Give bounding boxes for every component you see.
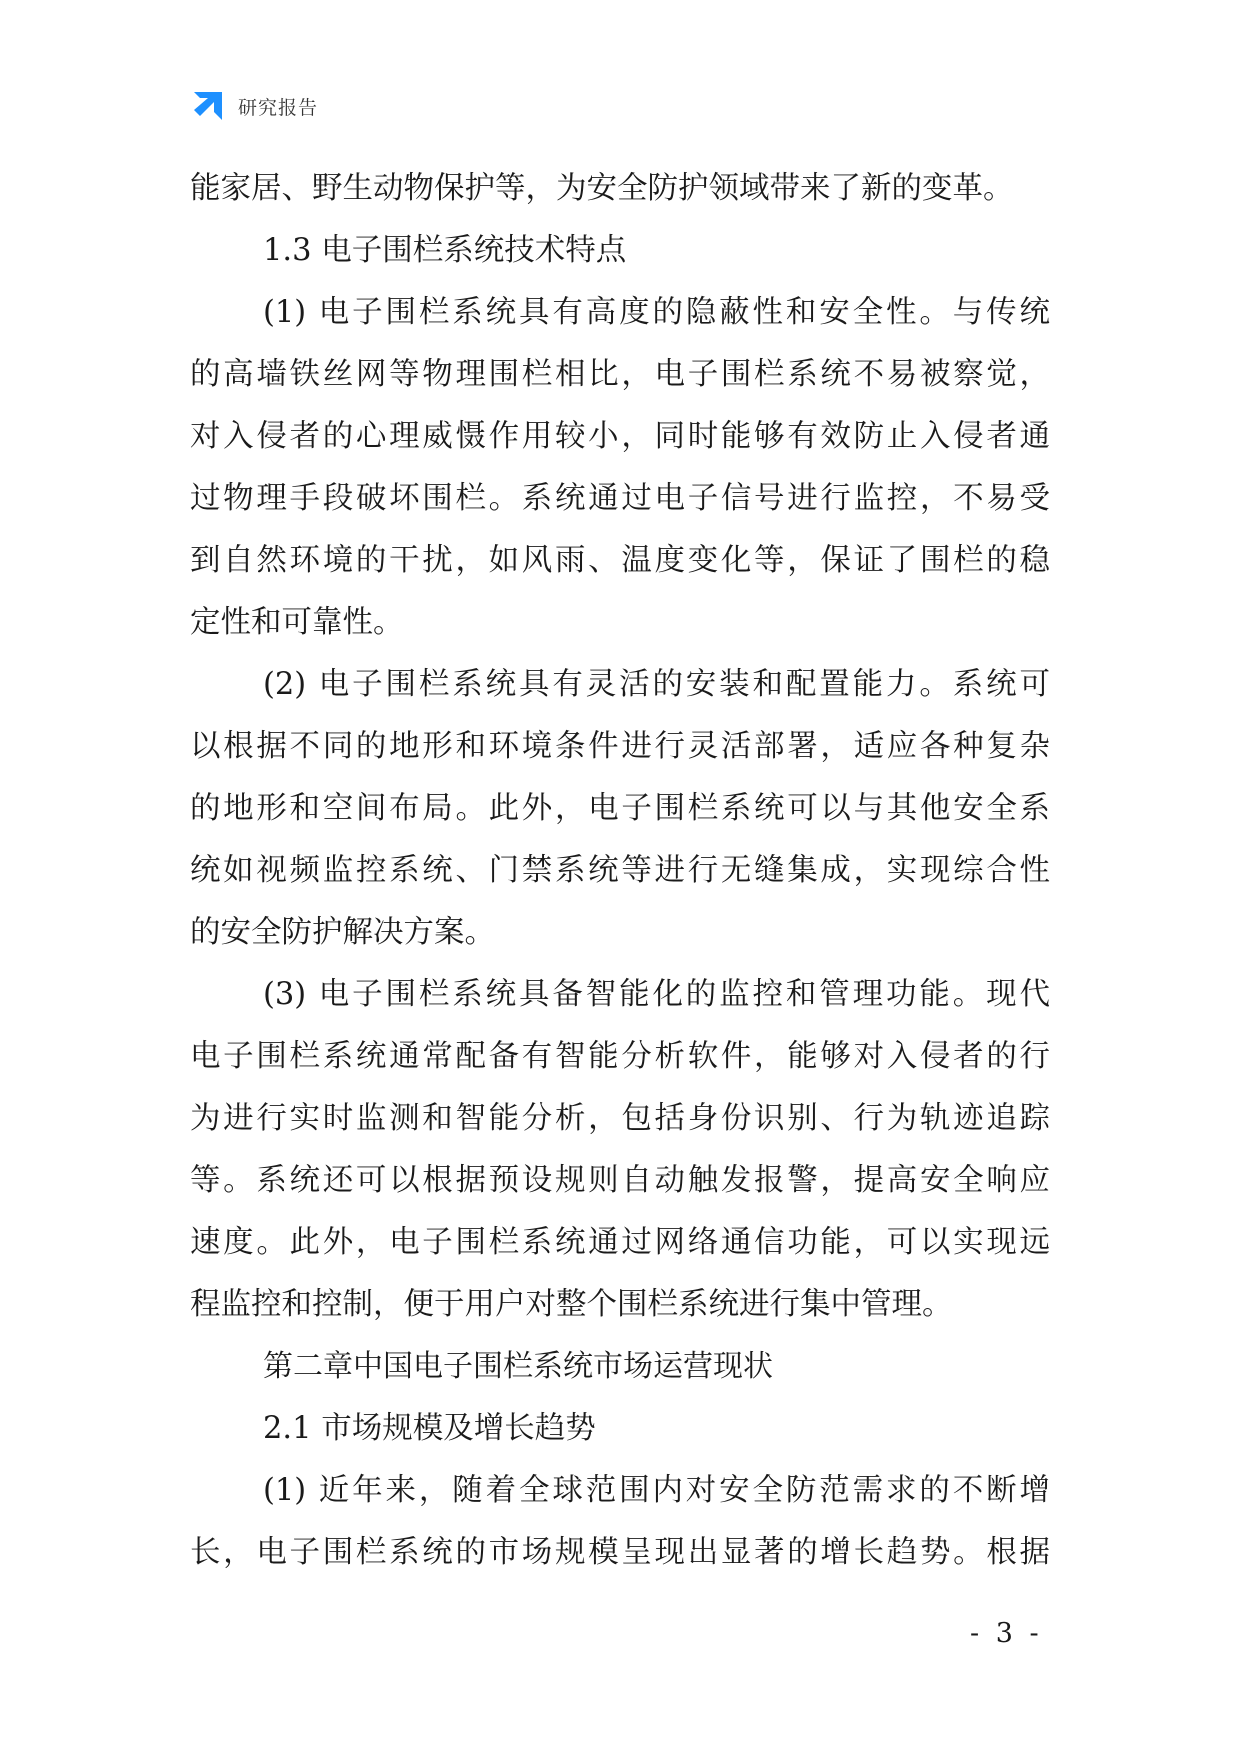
- body-line: 等。系统还可以根据预设规则自动触发报警，提高安全响应: [190, 1163, 1050, 1198]
- body-line: 电子围栏系统通常配备有智能分析软件，能够对入侵者的行: [190, 1039, 1050, 1074]
- header-title: 研究报告: [238, 96, 319, 119]
- body-line: (1) 近年来，随着全球范围内对安全防范需求的不断增: [263, 1473, 1050, 1508]
- body-line: (3) 电子围栏系统具备智能化的监控和管理功能。现代: [263, 977, 1050, 1012]
- body-line: (2) 电子围栏系统具有灵活的安装和配置能力。系统可: [263, 667, 1050, 702]
- body-line: 以根据不同的地形和环境条件进行灵活部署，适应各种复杂: [190, 729, 1050, 764]
- chapter-heading: 第二章中国电子围栏系统市场运营现状: [263, 1349, 773, 1384]
- body-line: 对入侵者的心理威慑作用较小，同时能够有效防止入侵者通: [190, 419, 1050, 454]
- arrow-logo-icon: [190, 90, 224, 122]
- body-line: 长，电子围栏系统的市场规模呈现出显著的增长趋势。根据: [190, 1535, 1050, 1570]
- body-line: 的地形和空间布局。此外，电子围栏系统可以与其他安全系: [190, 791, 1050, 826]
- body-line: 速度。此外，电子围栏系统通过网络通信功能，可以实现远: [190, 1225, 1050, 1260]
- body-line: 程监控和控制，便于用户对整个围栏系统进行集中管理。: [190, 1287, 953, 1322]
- section-heading: 2.1 市场规模及增长趋势: [263, 1411, 596, 1446]
- body-line: 过物理手段破坏围栏。系统通过电子信号进行监控，不易受: [190, 481, 1050, 516]
- body-line: 定性和可靠性。: [190, 605, 404, 640]
- section-heading: 1.3 电子围栏系统技术特点: [263, 233, 627, 268]
- body-line: 的高墙铁丝网等物理围栏相比，电子围栏系统不易被察觉，: [190, 357, 1050, 392]
- body-line: 到自然环境的干扰，如风雨、温度变化等，保证了围栏的稳: [190, 543, 1050, 578]
- page-header: [190, 88, 318, 124]
- page-number: - 3 -: [970, 1618, 1043, 1649]
- body-line: 能家居、野生动物保护等，为安全防护领域带来了新的变革。: [190, 171, 1014, 206]
- body-line: 为进行实时监测和智能分析，包括身份识别、行为轨迹追踪: [190, 1101, 1050, 1136]
- body-line: 统如视频监控系统、门禁系统等进行无缝集成，实现综合性: [190, 853, 1050, 888]
- body-line: 的安全防护解决方案。: [190, 915, 495, 950]
- body-line: (1) 电子围栏系统具有高度的隐蔽性和安全性。与传统: [263, 295, 1050, 330]
- document-body: [190, 158, 1050, 1584]
